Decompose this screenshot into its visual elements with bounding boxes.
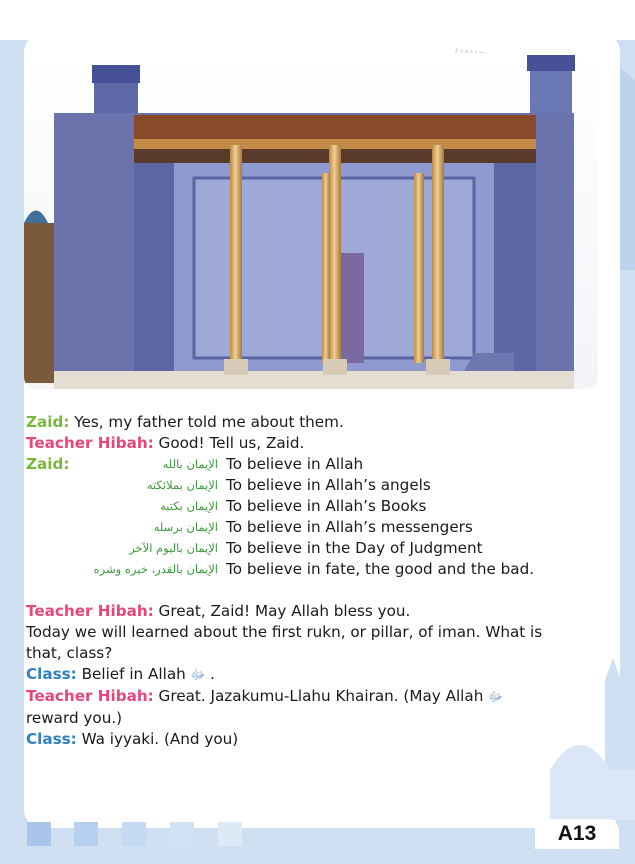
dialogue-line (26, 664, 616, 686)
dialogue-text (26, 412, 616, 750)
honorific-glyph: ﷻ (190, 668, 206, 683)
line-text: Great, Zaid! May Allah bless you. (153, 602, 411, 620)
spacer (26, 580, 616, 601)
pillar-row (26, 454, 616, 475)
pillars-list (26, 454, 616, 580)
line-text: Belief in Allah (76, 665, 191, 683)
arabic-text: الإيمان بالقدر، خيره وشره (93, 562, 218, 576)
line-text: Today we will learned about the first rukn, or pillar, of iman. What is (26, 623, 543, 641)
speaker-label: Zaid: (26, 413, 70, 431)
english-text: To believe in the Day of Judgment (226, 539, 483, 557)
dialogue-line (26, 708, 616, 729)
pillar-row (26, 538, 616, 559)
mosque-photo (24, 53, 598, 389)
dialogue-line (26, 729, 616, 750)
speaker-label: Teacher Hibah: (26, 434, 154, 452)
dialogue-line (26, 601, 616, 622)
line-text: that, class? (26, 644, 113, 662)
honorific-glyph: ﷻ (488, 690, 503, 705)
decor-square (27, 822, 51, 846)
arabic-text: الإيمان باليوم الآخر (129, 541, 218, 555)
english-text: To believe in Allah (226, 455, 364, 473)
english-text: To believe in Allah’s messengers (226, 518, 473, 536)
page-number: A13 (535, 819, 619, 849)
pillar-row (26, 517, 616, 538)
dialogue-line (26, 643, 616, 664)
pillar-row (26, 559, 616, 580)
english-text: To believe in Allah’s angels (226, 476, 431, 494)
english-text: To believe in fate, the good and the bad. (226, 560, 535, 578)
dialogue-line (26, 412, 616, 433)
english-text: To believe in Allah’s Books (226, 497, 427, 515)
dialogue-line (26, 686, 616, 708)
speaker-label: Zaid: (26, 455, 70, 473)
line-text: Wa iyyaki. (And you) (76, 730, 239, 748)
arabic-text: الإيمان بملائكته (146, 478, 218, 492)
decor-square (170, 822, 194, 846)
dialogue-line (26, 622, 616, 643)
line-text: reward you.) (26, 709, 123, 727)
speaker-label: Teacher Hibah: (26, 602, 154, 620)
line-text: Yes, my father told me about them. (69, 413, 344, 431)
pillar-row (26, 475, 616, 496)
arabic-text: الإيمان برسله (153, 520, 218, 534)
dialogue-line (26, 433, 616, 454)
line-text: . (205, 665, 215, 683)
mosque-silhouette-decoration (540, 650, 635, 820)
speaker-label: Class: (26, 665, 77, 683)
arabic-text: الإيمان بكتبه (160, 499, 218, 513)
speaker-label: Teacher Hibah: (26, 687, 154, 705)
pillar-row (26, 496, 616, 517)
line-text: Good! Tell us, Zaid. (153, 434, 305, 452)
decor-square (218, 822, 242, 846)
decor-square (122, 822, 146, 846)
arabic-text: الإيمان بالله (162, 457, 218, 471)
speaker-label: Class: (26, 730, 77, 748)
decor-square (74, 822, 98, 846)
line-text: Great. Jazakumu-Llahu Khairan. (May Allah (153, 687, 489, 705)
